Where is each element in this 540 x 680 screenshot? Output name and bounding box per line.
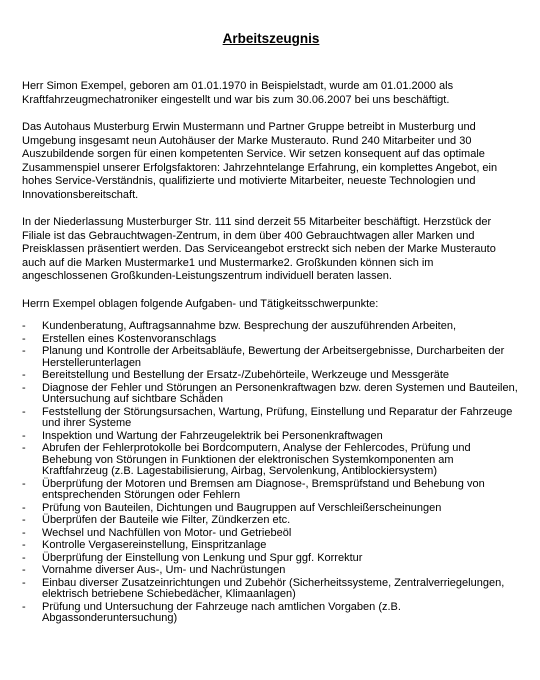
bullet-dash: - (22, 320, 26, 332)
duty-item (22, 565, 520, 577)
bullet-dash: - (22, 405, 26, 418)
document-title: Arbeitszeugnis (222, 31, 320, 46)
bullet-dash: - (22, 564, 26, 576)
duty-item (22, 578, 520, 601)
duty-item (22, 407, 520, 430)
duty-text: Planung und Kontrolle der Arbeitsabläufe, Bewertung der Arbeitsergebnisse, Durcharbeiten der Herstellerunterlagen (42, 345, 505, 369)
bullet-dash: - (22, 477, 26, 490)
duty-item (22, 383, 520, 406)
duties-intro: Herrn Exempel oblagen folgende Aufgaben- und Tätigkeitsschwerpunkte: (22, 297, 379, 310)
duty-item (22, 602, 520, 625)
bullet-dash: - (22, 501, 26, 514)
duty-item (22, 528, 520, 540)
duty-text: Diagnose der Fehler und Störungen an Personenkraftwagen bzw. deren Systemen und Bauteilen, Untersuchung auf sichtbare Schäden (42, 381, 518, 405)
duty-text: Prüfung von Bauteilen, Dichtungen und Baugruppen auf Verschleißerscheinungen (42, 501, 442, 514)
duty-text: Erstellen eines Kostenvoranschlags (42, 332, 217, 345)
duty-text: Prüfung und Untersuchung der Fahrzeuge nach amtlichen Vorgaben (z.B. Abgassonderuntersuchung) (42, 600, 401, 624)
bullet-dash: - (22, 381, 26, 394)
duty-item (22, 334, 520, 346)
duty-item (22, 346, 520, 369)
bullet-dash: - (22, 576, 26, 589)
bullet-dash: - (22, 514, 26, 526)
duty-text: Kontrolle Vergasereinstellung, Einspritzanlage (42, 539, 267, 551)
duty-item (22, 503, 520, 515)
duty-item (22, 321, 520, 333)
bullet-dash: - (22, 526, 26, 539)
duty-text: Überprüfung der Motoren und Bremsen am Diagnose-, Bremsprüfstand und Behebung von entsprechenden Störungen oder Fehlern (42, 477, 485, 501)
duty-text: Feststellung der Störungsursachen, Wartung, Prüfung, Einstellung und Reparatur der Fahrzeuge und ihrer Systeme (42, 405, 513, 429)
duty-item (22, 515, 520, 527)
duty-text: Vornahme diverser Aus-, Um- und Nachrüstungen (42, 564, 286, 576)
paragraph-branch-description: In der Niederlassung Musterburger Str. 111 sind derzeit 55 Mitarbeiter beschäftigt. Herzstück der Filiale ist das Gebrauchtwagen-Zentrum, in dem über 400 Gebrauchtwagen aller Marken und Preisklassen präsentiert werden. Das Serviceangebot erstreckt sich neben der Marke Musterauto auch auf die Marken Mustermarke1 und Mustermarke2. Großkunden können sich im angeschlossenen Großkunden-Leistungszentrum individuell beraten lassen. (22, 216, 496, 282)
duty-text: Bereitstellung und Bestellung der Ersatz-/Zubehörteile, Werkzeuge und Messgeräte (42, 369, 450, 381)
duty-item (22, 553, 520, 565)
paragraph-company-description: Das Autohaus Musterburg Erwin Mustermann und Partner Gruppe betreibt in Musterburg und Umgebung insgesamt neun Autohäuser der Marke Musterauto. Rund 240 Mitarbeiter und 30 Auszubildende sorgen für einen kompetenten Service. Wir setzen konsequent auf das optimale Zusammenspiel unserer Erfolgsfaktoren: Jahrzehntelange Erfahrung, ein komplettes Angebot, ein hohes Service-Verständnis, qualifizierte und motivierte Mitarbeiter, neueste Technologien und Innovationsbereitschaft. (22, 121, 498, 201)
duty-text: Abrufen der Fehlerprotokolle bei Bordcomputern, Analyse der Fehlercodes, Prüfung und Behebung von Störungen in Funktionen der elektronischen Systemkomponenten am Kraftfahrzeug (z.B. Lagestabilisierung, Airbag, Servolenkung, Antiblockiersystem) (42, 442, 471, 477)
bullet-dash: - (22, 600, 26, 613)
bullet-dash: - (22, 551, 26, 564)
duty-text: Inspektion und Wartung der Fahrzeugelektrik bei Personenkraftwagen (42, 429, 383, 442)
duty-text: Kundenberatung, Auftragsannahme bzw. Besprechung der auszuführenden Arbeiten, (42, 320, 457, 332)
duty-item (22, 370, 520, 382)
bullet-dash: - (22, 369, 26, 381)
duty-text: Überprüfung der Einstellung von Lenkung und Spur ggf. Korrektur (42, 551, 363, 564)
duty-item (22, 431, 520, 443)
bullet-dash: - (22, 345, 26, 357)
duty-item (22, 540, 520, 552)
duty-item (22, 479, 520, 502)
bullet-dash: - (22, 429, 26, 442)
bullet-dash: - (22, 442, 26, 454)
duty-item (22, 443, 520, 478)
duty-text: Einbau diverser Zusatzeinrichtungen und Zubehör (Sicherheitssysteme, Zentralverriegelungen, elektrisch betriebene Schiebedächer, Klimaanlagen) (42, 576, 505, 600)
duty-text: Überprüfen der Bauteile wie Filter, Zündkerzen etc. (42, 514, 291, 526)
duties-list (22, 321, 520, 625)
bullet-dash: - (22, 539, 26, 551)
bullet-dash: - (22, 332, 26, 345)
duty-text: Wechsel und Nachfüllen von Motor- und Getriebeöl (42, 526, 292, 539)
paragraph-employee-info: Herr Simon Exempel, geboren am 01.01.1970 in Beispielstadt, wurde am 01.01.2000 als Kraftfahrzeugmechatroniker eingestellt und war bis zum 30.06.2007 bei uns beschäftigt. (22, 80, 454, 106)
